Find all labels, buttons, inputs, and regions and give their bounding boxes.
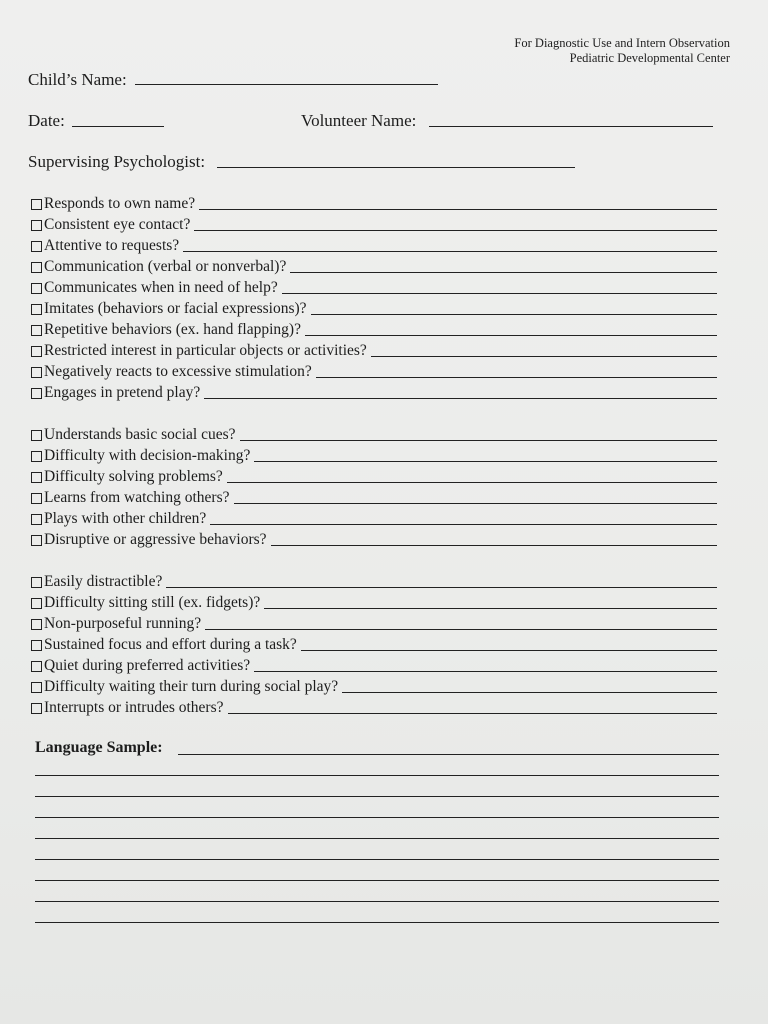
header-line-2: Pediatric Developmental Center	[569, 51, 730, 65]
language-sample-line[interactable]	[35, 859, 719, 860]
checkbox[interactable]	[31, 262, 42, 273]
checklist-item: Disruptive or aggressive behaviors?	[31, 529, 717, 550]
checkbox[interactable]	[31, 241, 42, 252]
checklist-item: Engages in pretend play?	[31, 382, 717, 403]
checklist-item: Sustained focus and effort during a task?	[31, 634, 717, 655]
answer-line[interactable]	[371, 356, 717, 357]
volunteer-name-label: Volunteer Name:	[301, 111, 417, 130]
checkbox[interactable]	[31, 199, 42, 210]
language-sample-line[interactable]	[35, 817, 719, 818]
date-label: Date:	[28, 111, 65, 130]
checkbox[interactable]	[31, 535, 42, 546]
answer-line[interactable]	[234, 503, 717, 504]
checklist-item: Restricted interest in particular objects or activities?	[31, 340, 717, 361]
answer-line[interactable]	[254, 461, 717, 462]
checkbox[interactable]	[31, 451, 42, 462]
checklist-item: Difficulty solving problems?	[31, 466, 717, 487]
checklist-item: Communication (verbal or nonverbal)?	[31, 256, 717, 277]
checklist-item: Difficulty with decision-making?	[31, 445, 717, 466]
checklist-item: Negatively reacts to excessive stimulation?	[31, 361, 717, 382]
checkbox[interactable]	[31, 682, 42, 693]
answer-line[interactable]	[316, 377, 717, 378]
checkbox[interactable]	[31, 661, 42, 672]
answer-line[interactable]	[290, 272, 717, 273]
psychologist-label: Supervising Psychologist:	[28, 152, 206, 171]
checklist-item: Easily distractible?	[31, 571, 717, 592]
answer-line[interactable]	[264, 608, 717, 609]
checklist-item: Communicates when in need of help?	[31, 277, 717, 298]
answer-line[interactable]	[228, 713, 718, 714]
checkbox[interactable]	[31, 346, 42, 357]
volunteer-name-field[interactable]	[429, 126, 713, 127]
language-sample-line[interactable]	[35, 796, 719, 797]
language-sample-label: Language Sample:	[35, 739, 163, 756]
checkbox[interactable]	[31, 304, 42, 315]
checkbox[interactable]	[31, 598, 42, 609]
language-sample-line[interactable]	[178, 754, 719, 755]
checkbox[interactable]	[31, 220, 42, 231]
answer-line[interactable]	[166, 587, 717, 588]
checkbox[interactable]	[31, 283, 42, 294]
checklist-item: Plays with other children?	[31, 508, 717, 529]
checklist-item: Quiet during preferred activities?	[31, 655, 717, 676]
checklist-section-1	[31, 193, 717, 403]
checkbox[interactable]	[31, 640, 42, 651]
language-sample-line[interactable]	[35, 901, 719, 902]
checklist-item: Non-purposeful running?	[31, 613, 717, 634]
language-sample-line[interactable]	[35, 880, 719, 881]
checklist-section-3	[31, 571, 717, 718]
checklist-item: Interrupts or intrudes others?	[31, 697, 717, 718]
language-sample-line[interactable]	[35, 775, 719, 776]
checkbox[interactable]	[31, 430, 42, 441]
checklist-item: Imitates (behaviors or facial expressions)?	[31, 298, 717, 319]
answer-line[interactable]	[227, 482, 717, 483]
answer-line[interactable]	[205, 629, 717, 630]
date-field[interactable]	[72, 126, 164, 127]
answer-line[interactable]	[240, 440, 717, 441]
checkbox[interactable]	[31, 367, 42, 378]
answer-line[interactable]	[199, 209, 717, 210]
checklist-item: Understands basic social cues?	[31, 424, 717, 445]
answer-line[interactable]	[301, 650, 717, 651]
checklist-item: Difficulty sitting still (ex. fidgets)?	[31, 592, 717, 613]
checkbox[interactable]	[31, 577, 42, 588]
checklist-item: Learns from watching others?	[31, 487, 717, 508]
checklist-section-2	[31, 424, 717, 550]
child-name-label: Child’s Name:	[28, 70, 127, 89]
answer-line[interactable]	[342, 692, 717, 693]
answer-line[interactable]	[282, 293, 717, 294]
checkbox[interactable]	[31, 493, 42, 504]
checklist-item: Difficulty waiting their turn during social play?	[31, 676, 717, 697]
checkbox[interactable]	[31, 514, 42, 525]
language-sample-line[interactable]	[35, 838, 719, 839]
answer-line[interactable]	[254, 671, 717, 672]
answer-line[interactable]	[311, 314, 717, 315]
checkbox[interactable]	[31, 619, 42, 630]
answer-line[interactable]	[204, 398, 717, 399]
answer-line[interactable]	[305, 335, 717, 336]
checklist-item: Repetitive behaviors (ex. hand flapping)?	[31, 319, 717, 340]
checkbox[interactable]	[31, 325, 42, 336]
answer-line[interactable]	[183, 251, 717, 252]
language-sample-line[interactable]	[35, 922, 719, 923]
checkbox[interactable]	[31, 703, 42, 714]
form-header	[430, 36, 730, 66]
header-line-1: For Diagnostic Use and Intern Observation	[514, 36, 730, 50]
checklist-item: Attentive to requests?	[31, 235, 717, 256]
psychologist-field[interactable]	[217, 167, 575, 168]
answer-line[interactable]	[194, 230, 717, 231]
answer-line[interactable]	[271, 545, 717, 546]
checklist-item: Consistent eye contact?	[31, 214, 717, 235]
checkbox[interactable]	[31, 472, 42, 483]
checklist-item: Responds to own name?	[31, 193, 717, 214]
answer-line[interactable]	[210, 524, 717, 525]
checkbox[interactable]	[31, 388, 42, 399]
child-name-field[interactable]	[135, 84, 438, 85]
